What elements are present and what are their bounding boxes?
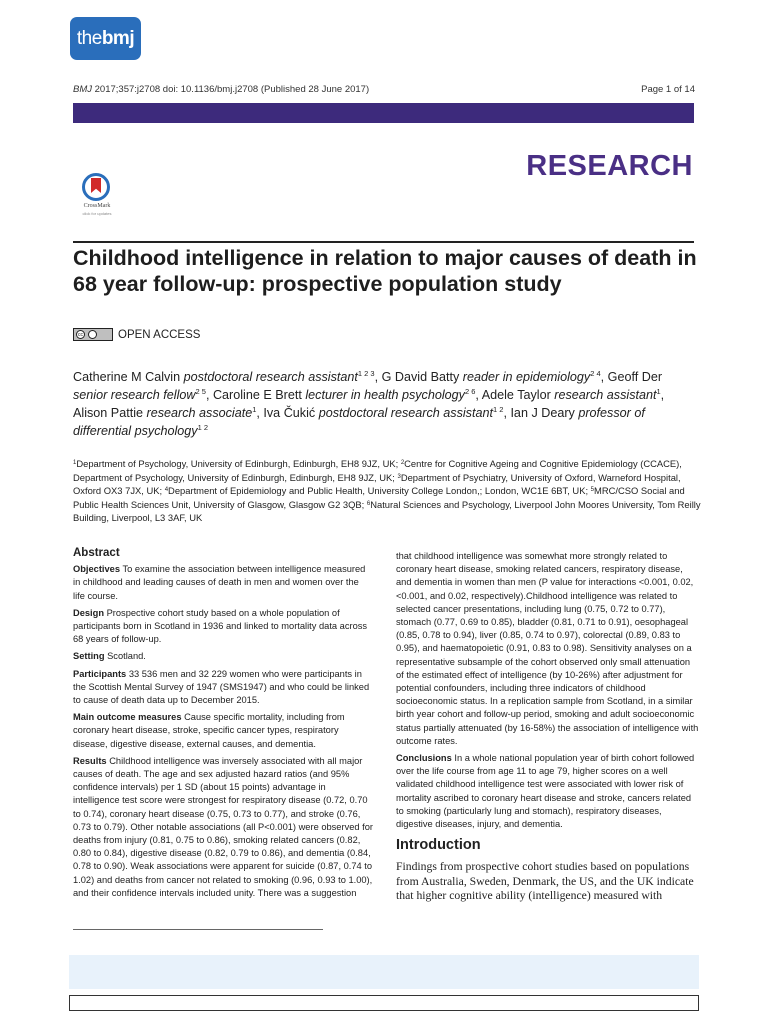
author-name: Catherine M Calvin [73, 370, 181, 384]
affil-number: 2 [400, 460, 405, 466]
header-bar [73, 103, 694, 123]
creative-commons-icon [73, 328, 113, 341]
author-affil-refs: 2 4 [590, 369, 601, 378]
abstract-conclusions [396, 752, 699, 831]
bmj-logo[interactable] [70, 17, 141, 60]
author-affil-refs: 2 5 [195, 387, 206, 396]
citation-journal: BMJ [73, 84, 92, 95]
outcome-label: Main outcome measures [73, 712, 182, 723]
author-affil-refs: 1 [252, 405, 257, 414]
author-role: research assistant [554, 388, 657, 402]
affil-text: Department of Epidemiology and Public Health, University College London,; London, WC1E 6BT, UK; [168, 485, 591, 496]
introduction-heading: Introduction [396, 837, 481, 854]
affil-text: Department of Psychiatry, University of Oxford, Warneford Hospital, Oxford OX3 7JX, UK; [73, 471, 681, 496]
author-list [73, 368, 699, 440]
author-name: G David Batty [381, 370, 460, 384]
participants-text: 33 536 men and 32 229 women who were participants in the Scottish Mental Survey of 1947 (SMS1947) and who could be linked to cause of death data up to December 2015. [73, 668, 370, 706]
conclusions-label: Conclusions [396, 753, 452, 764]
abstract-column-right [396, 550, 699, 908]
affil-text: Natural Sciences and Psychology, Liverpool John Moores University, Tom Reilly Building, Liverpool, L3 3AF, UK [73, 498, 701, 523]
affil-number: 4 [164, 487, 169, 493]
author-separator: , [205, 388, 213, 402]
abstract-outcomes [73, 711, 373, 751]
abstract-design [73, 607, 373, 647]
abstract-participants [73, 668, 373, 708]
author-separator: , [660, 388, 665, 402]
abstract-column-left [73, 547, 373, 904]
crossmark-label: CrossMark [83, 203, 111, 209]
affil-text: MRC/CSO Social and Public Health Sciences Unit, University of Glasgow, Glasgow G2 3QB; [73, 485, 685, 510]
logo-light-text: the [76, 27, 102, 49]
author-separator: , [475, 388, 482, 402]
author-entry [73, 370, 382, 384]
author-affil-refs: 1 2 [197, 423, 209, 432]
page-number: Page 1 of 14 [641, 84, 695, 95]
outcome-text: Cause specific mortality, including from coronary heart disease, stroke, specific cancer types, respiratory disease, digestive disease, external causes, and dementia. [73, 712, 345, 749]
author-name: Adele Taylor [481, 388, 551, 402]
citation-line [73, 84, 369, 95]
bottom-frame [69, 995, 699, 1011]
author-role: lecturer in health psychology [305, 388, 465, 402]
author-name: Ian J Deary [510, 406, 575, 420]
author-affil-refs: 2 6 [464, 387, 476, 396]
author-name: Geoff Der [607, 370, 663, 384]
author-separator: , [374, 370, 382, 384]
results-label: Results [73, 755, 107, 766]
title-rule [73, 241, 694, 243]
author-entry [263, 406, 510, 420]
design-label: Design [73, 607, 104, 618]
affil-number: 6 [366, 500, 371, 507]
crossmark-button[interactable] [78, 173, 118, 219]
crossmark-sublabel: click for updates [82, 211, 112, 216]
author-role: postdoctoral research assistant [318, 406, 493, 420]
design-text: Prospective cohort study based on a whole population of participants born in Scotland in 1936 and linked to mortality data across 68 years of follow-up. [73, 607, 368, 645]
conclusions-text: In a whole national population year of birth cohort followed over the life course from age 11 to age 79, higher scores on a well validated childhood intelligence test were associated with lower risk of mortality ascribed to coronary heart disease and stroke, cancers related to smoking (particularly lung and stomach), respiratory diseases, digestive diseases, injury, and dementia. [396, 753, 695, 830]
setting-label: Setting [73, 651, 105, 662]
footnote-rule [73, 929, 323, 930]
affil-text: Department of Psychology, University of Edinburgh, Edinburgh, EH8 9JZ, UK; [76, 458, 401, 469]
author-role: research associate [146, 406, 253, 420]
author-entry [482, 388, 664, 402]
open-access-row [73, 328, 200, 341]
open-access-label: OPEN ACCESS [118, 328, 201, 341]
author-name: Caroline E Brett [212, 388, 302, 402]
author-entry [213, 388, 482, 402]
affil-number: 1 [73, 460, 77, 466]
author-separator: , [600, 370, 608, 384]
affil-text: Centre for Cognitive Ageing and Cognitive Epidemiology (CCACE), Department of Psychology, University of Edinburgh, Edinburgh, EH8 9JZ, UK; [73, 458, 682, 483]
author-name: Alison Pattie [73, 406, 144, 420]
article-title: Childhood intelligence in relation to major causes of death in 68 year follow-up: prospective population study [73, 246, 697, 296]
author-affil-refs: 1 [656, 387, 661, 396]
results-text: Childhood intelligence was inversely associated with all major causes of death. The age and sex adjusted hazard ratios (and 95% confidence intervals) per 1 SD (about 15 points) advantage in intelligence test score were strongest for respiratory disease (0.72, 0.70 to 0.74), coronary heart disease (0.75, 0.73 to 0.77), and stroke (0.76, 0.73 to 0.79). Other notable associations (all P<0.001) were observed for deaths from injury (0.81, 0.75 to 0.86), smoking related cancers (0.82, 0.80 to 0.84), digestive disease (0.82, 0.79 to 0.86), and dementia (0.84, 0.78 to 0.90). Weak associations were apparent for suicide (0.87, 0.74 to 1.02) and deaths from cancer not related to smoking (0.96, 0.93 to 1.00), and their confidence intervals included unity. There was a suggestion [73, 755, 373, 898]
footer-box [69, 955, 699, 989]
results-continued: that childhood intelligence was somewhat more strongly related to coronary heart disease, smoking related cancers, respiratory disease, and dementia in women than men (P value for interactions <0.001, 0.02, <0.001, and 0.02, respectively).Childhood intelligence was related to selected cancer presentations, including lung (0.75, 0.72 to 0.77), stomach (0.77, 0.69 to 0.85), bladder (0.81, 0.71 to 0.91), oesophageal (0.85, 0.78 to 0.94), liver (0.85, 0.74 to 0.97), colorectal (0.89, 0.83 to 0.95), and haematopoietic (0.91, 0.83 to 0.98). Sensitivity analyses on a representative subsample of the cohort observed only small attenuation of the estimated effect of intelligence (by 10-26%) after adjustment for potential confounders, including three indicators of childhood socioeconomic status. In a replication sample from Scotland, in a similar birth year cohort and follow-up period, smoking and adult socioeconomic status partially attenuated (by 16-58%) the association of intelligence with outcome rates. [396, 551, 699, 746]
abstract-heading: Abstract [73, 547, 120, 559]
setting-text: Scotland. [107, 651, 146, 662]
objectives-label: Objectives [73, 564, 121, 575]
author-role: professor of differential psychology [73, 406, 645, 438]
author-affil-refs: 1 2 3 [357, 369, 375, 378]
section-label: RESEARCH [526, 150, 693, 182]
introduction-text: Findings from prospective cohort studies based on populations from Australia, Sweden, Denmark, the US, and the UK indicate that higher cognitive ability (intelligence) measured with [396, 860, 694, 903]
affil-number: 5 [590, 487, 595, 493]
author-separator: , [503, 406, 511, 420]
author-role: reader in epidemiology [462, 370, 591, 384]
author-role: senior research fellow [73, 388, 196, 402]
author-entry [73, 406, 263, 420]
author-role: postdoctoral research assistant [183, 370, 358, 384]
participants-label: Participants [73, 668, 127, 679]
abstract-setting [73, 650, 373, 663]
abstract-results [73, 755, 373, 900]
affil-number: 3 [397, 473, 401, 480]
author-affil-refs: 1 2 [493, 405, 504, 414]
objectives-text: To examine the association between intelligence measured in childhood and leading causes of death in men and women over the life course. [73, 564, 366, 601]
cc-badge: cc [78, 332, 83, 338]
citation-details: 2017;357:j2708 doi: 10.1136/bmj.j2708 (Published 28 June 2017) [92, 84, 370, 95]
author-separator: , [256, 406, 264, 420]
logo-bold-text: bmj [101, 27, 135, 49]
author-name: Iva Čukić [263, 406, 316, 420]
affiliations [73, 457, 703, 525]
abstract-objectives [73, 563, 373, 603]
by-person-icon [88, 330, 97, 339]
author-entry [382, 370, 608, 384]
